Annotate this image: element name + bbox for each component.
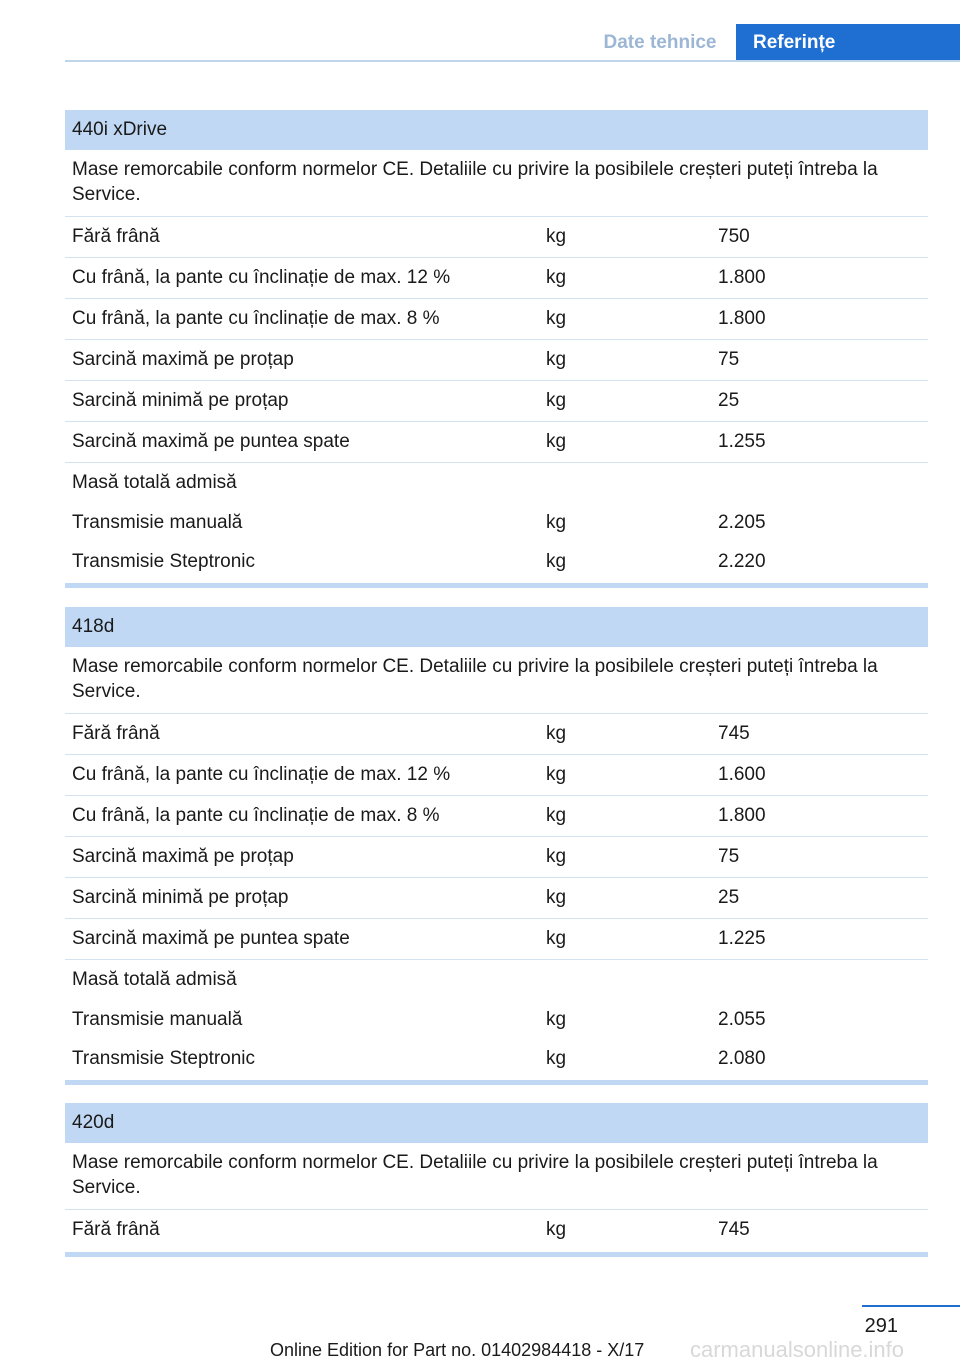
total-mass-label: Masă totală admisă — [72, 472, 237, 493]
table-row — [65, 381, 928, 422]
row-label: Transmisie Steptronic — [72, 551, 256, 572]
row-unit: kg — [546, 928, 567, 949]
row-unit: kg — [546, 1219, 567, 1240]
row-unit: kg — [546, 226, 567, 247]
row-label: Sarcină maximă pe puntea spate — [72, 431, 350, 452]
table-row — [65, 258, 928, 299]
row-unit: kg — [546, 267, 567, 288]
table-row — [65, 1000, 928, 1039]
row-value: 1.800 — [718, 308, 766, 329]
table-row — [65, 1039, 928, 1078]
row-unit: kg — [546, 1009, 567, 1030]
tab-date-tehnice[interactable]: Date tehnice — [603, 32, 717, 53]
row-value: 1.800 — [718, 805, 766, 826]
table-row — [65, 542, 928, 581]
row-label: Fără frână — [72, 723, 160, 744]
table-row — [65, 503, 928, 542]
row-value: 25 — [718, 887, 740, 908]
row-unit: kg — [546, 431, 567, 452]
section-end-bar — [65, 1080, 928, 1085]
row-label: Sarcină maximă pe proțap — [72, 349, 294, 370]
section-description: Mase remorcabile conform normelor CE. Detaliile cu privire la posibilele creșteri puteți întreba la Service. — [65, 647, 928, 714]
section-title: 440i xDrive — [65, 110, 928, 150]
total-mass-label-row — [65, 960, 928, 1000]
row-value: 2.080 — [718, 1048, 766, 1069]
total-mass-label: Masă totală admisă — [72, 969, 237, 990]
table-row — [65, 299, 928, 340]
row-unit: kg — [546, 764, 567, 785]
section-description: Mase remorcabile conform normelor CE. Detaliile cu privire la posibilele creșteri puteți întreba la Service. — [65, 1143, 928, 1210]
row-label: Cu frână, la pante cu înclinație de max. 12 % — [72, 764, 451, 785]
row-value: 1.225 — [718, 928, 766, 949]
row-unit: kg — [546, 887, 567, 908]
table-row — [65, 755, 928, 796]
row-label: Transmisie Steptronic — [72, 1048, 256, 1069]
tab-referinte[interactable]: Referințe — [736, 24, 960, 62]
row-unit: kg — [546, 723, 567, 744]
row-unit: kg — [546, 846, 567, 867]
row-label: Cu frână, la pante cu înclinație de max. 12 % — [72, 267, 451, 288]
row-value: 1.800 — [718, 267, 766, 288]
row-label: Transmisie manuală — [72, 1009, 243, 1030]
row-label: Fără frână — [72, 226, 160, 247]
row-value: 745 — [718, 723, 750, 744]
row-label: Sarcină minimă pe proțap — [72, 390, 289, 411]
table-row — [65, 878, 928, 919]
row-unit: kg — [546, 349, 567, 370]
table-row — [65, 714, 928, 755]
row-unit: kg — [546, 512, 567, 533]
row-unit: kg — [546, 551, 567, 572]
row-value: 1.600 — [718, 764, 766, 785]
row-unit: kg — [546, 805, 567, 826]
row-label: Transmisie manuală — [72, 512, 243, 533]
row-unit: kg — [546, 390, 567, 411]
row-value: 745 — [718, 1219, 750, 1240]
row-label: Cu frână, la pante cu înclinație de max. 8 % — [72, 308, 440, 329]
section-440i-xdrive — [65, 110, 928, 588]
section-description: Mase remorcabile conform normelor CE. Detaliile cu privire la posibilele creșteri puteți întreba la Service. — [65, 150, 928, 217]
row-label: Sarcină maximă pe puntea spate — [72, 928, 350, 949]
table-row — [65, 340, 928, 381]
section-title: 418d — [65, 607, 928, 647]
header-divider — [65, 60, 960, 62]
table-row — [65, 1210, 928, 1250]
row-value: 2.220 — [718, 551, 766, 572]
table-row — [65, 217, 928, 258]
section-420d — [65, 1103, 928, 1257]
table-row — [65, 837, 928, 878]
row-value: 2.055 — [718, 1009, 766, 1030]
row-value: 750 — [718, 226, 750, 247]
row-value: 25 — [718, 390, 740, 411]
table-row — [65, 919, 928, 960]
table-row — [65, 796, 928, 837]
edition-note: Online Edition for Part no. 01402984418 - X/17 — [270, 1340, 645, 1360]
row-value: 2.205 — [718, 512, 766, 533]
row-value: 1.255 — [718, 431, 766, 452]
total-mass-label-row — [65, 463, 928, 503]
row-label: Sarcină maximă pe proțap — [72, 846, 294, 867]
table-row — [65, 422, 928, 463]
row-unit: kg — [546, 308, 567, 329]
row-unit: kg — [546, 1048, 567, 1069]
page-number: 291 — [864, 1315, 898, 1337]
row-label: Sarcină minimă pe proțap — [72, 887, 289, 908]
section-end-bar — [65, 1252, 928, 1257]
section-end-bar — [65, 583, 928, 588]
watermark: carmanualsonline.info — [690, 1337, 905, 1362]
section-title: 420d — [65, 1103, 928, 1143]
page-header — [0, 0, 960, 62]
row-label: Fără frână — [72, 1219, 160, 1240]
row-label: Cu frână, la pante cu înclinație de max. 8 % — [72, 805, 440, 826]
row-value: 75 — [718, 349, 740, 370]
section-418d — [65, 607, 928, 1085]
row-value: 75 — [718, 846, 740, 867]
footer-divider — [862, 1305, 960, 1307]
